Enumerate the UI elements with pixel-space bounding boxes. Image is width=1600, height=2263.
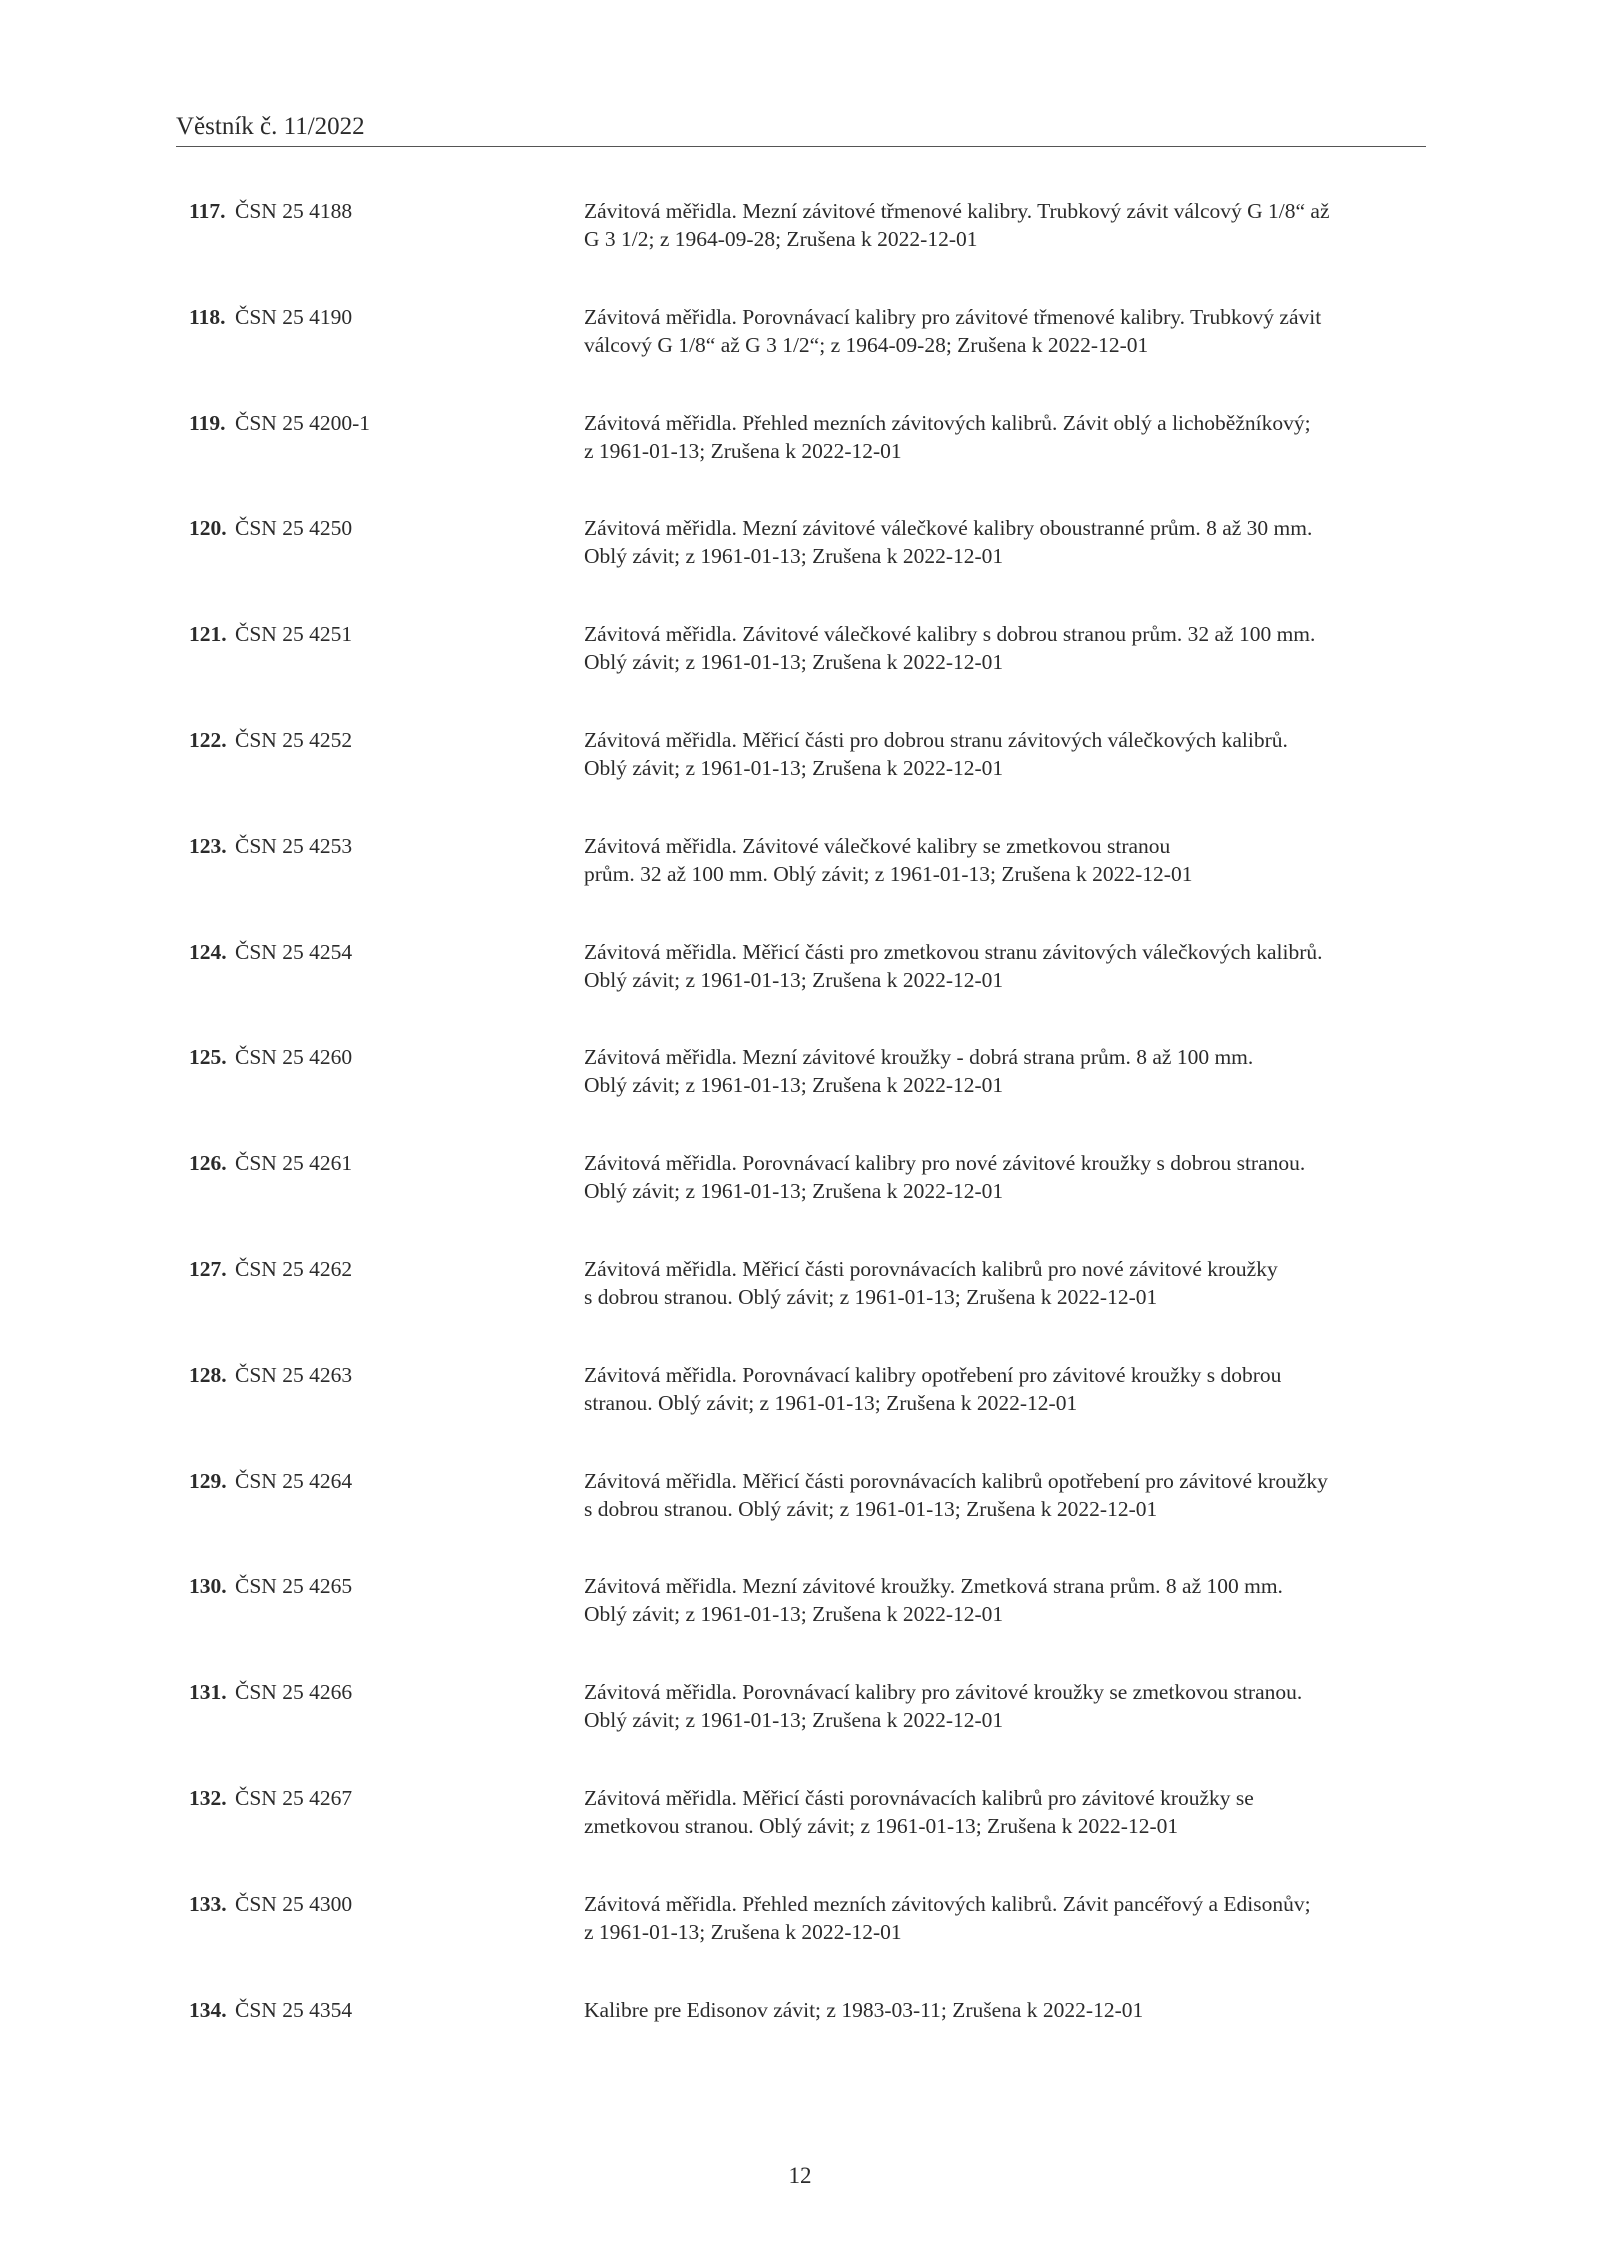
list-item xyxy=(0,409,1600,479)
description-line: Oblý závit; z 1961-01-13; Zrušena k 2022-12-01 xyxy=(584,1179,1004,1204)
description-line: Závitová měřidla. Měřicí části pro dobrou stranu závitových válečkových kalibrů. xyxy=(584,728,1288,752)
description-line: válcový G 1/8“ až G 3 1/2“; z 1964-09-28; Zrušena k 2022-12-01 xyxy=(584,332,1149,357)
list-item xyxy=(0,832,1600,902)
description-line: Závitová měřidla. Přehled mezních závitových kalibrů. Závit pancéřový a Edisonův; xyxy=(584,1891,1311,1916)
standard-code: ČSN 25 4250 xyxy=(235,516,353,541)
standard-description xyxy=(584,938,1444,994)
standard-code: ČSN 25 4252 xyxy=(235,728,353,752)
list-item xyxy=(0,1572,1600,1642)
description-line: prům. 32 až 100 mm. Oblý závit; z 1961-01-13; Zrušena k 2022-12-01 xyxy=(584,861,1193,886)
standard-description xyxy=(584,726,1444,782)
standard-description xyxy=(584,1572,1444,1628)
bulletin-title: Věstník č. 11/2022 xyxy=(176,113,365,140)
entry-number: 130. xyxy=(189,1574,227,1599)
description-line: Závitová měřidla. Porovnávací kalibry pro nové závitové kroužky s dobrou stranou. xyxy=(584,1151,1306,1176)
standard-description xyxy=(584,1996,1444,2024)
list-item xyxy=(0,726,1600,796)
description-line: Závitová měřidla. Mezní závitové kroužky. Zmetková strana prům. 8 až 100 mm. xyxy=(584,1574,1283,1599)
standard-description xyxy=(584,1890,1444,1946)
description-line: s dobrou stranou. Oblý závit; z 1961-01-13; Zrušena k 2022-12-01 xyxy=(584,1285,1158,1309)
description-line: Závitová měřidla. Mezní závitové válečkové kalibry oboustranné prům. 8 až 30 mm. xyxy=(584,516,1313,541)
list-item xyxy=(0,1043,1600,1113)
list-item xyxy=(0,1361,1600,1431)
standard-description xyxy=(584,1361,1444,1417)
description-line: Závitová měřidla. Porovnávací kalibry pro závitové kroužky se zmetkovou stranou. xyxy=(584,1680,1303,1705)
description-line: Závitová měřidla. Závitové válečkové kalibry s dobrou stranou prům. 32 až 100 mm. xyxy=(584,622,1316,647)
standard-code: ČSN 25 4261 xyxy=(235,1151,353,1176)
description-line: Závitová měřidla. Mezní závitové třmenové kalibry. Trubkový závit válcový G 1/8“ až xyxy=(584,199,1330,223)
standard-code: ČSN 25 4251 xyxy=(235,622,353,647)
description-line: Oblý závit; z 1961-01-13; Zrušena k 2022-12-01 xyxy=(584,544,1004,569)
entry-number: 120. xyxy=(189,516,227,541)
list-item xyxy=(0,514,1600,584)
standard-description xyxy=(584,1467,1444,1523)
standard-code: ČSN 25 4200-1 xyxy=(235,410,370,435)
standard-code: ČSN 25 4265 xyxy=(235,1574,353,1599)
description-line: Závitová měřidla. Měřicí části pro zmetkovou stranu závitových válečkových kalibrů. xyxy=(584,939,1323,964)
standard-description xyxy=(584,1678,1444,1734)
standard-description xyxy=(584,620,1444,676)
standard-code: ČSN 25 4264 xyxy=(235,1468,353,1493)
description-line: Závitová měřidla. Závitové válečkové kalibry se zmetkovou stranou xyxy=(584,833,1171,858)
entry-number: 121. xyxy=(189,622,227,647)
list-item xyxy=(0,1678,1600,1748)
entry-number: 119. xyxy=(189,410,226,435)
standard-description xyxy=(584,514,1444,570)
entry-number: 131. xyxy=(189,1680,227,1705)
description-line: Oblý závit; z 1961-01-13; Zrušena k 2022-12-01 xyxy=(584,1602,1004,1627)
entry-number: 122. xyxy=(189,728,227,752)
page-number: 12 xyxy=(788,2163,812,2188)
standard-code: ČSN 25 4188 xyxy=(235,199,353,223)
entry-number: 133. xyxy=(189,1891,227,1916)
standard-description xyxy=(584,1149,1444,1205)
list-item xyxy=(0,197,1600,267)
standard-code: ČSN 25 4254 xyxy=(235,939,353,964)
description-line: G 3 1/2; z 1964-09-28; Zrušena k 2022-12-01 xyxy=(584,227,978,251)
description-line: Závitová měřidla. Porovnávací kalibry opotřebení pro závitové kroužky s dobrou xyxy=(584,1362,1282,1387)
standard-description xyxy=(584,1255,1444,1311)
standard-description xyxy=(584,1043,1444,1099)
description-line: Oblý závit; z 1961-01-13; Zrušena k 2022-12-01 xyxy=(584,1708,1004,1733)
list-item xyxy=(0,1255,1600,1325)
description-line: Oblý závit; z 1961-01-13; Zrušena k 2022-12-01 xyxy=(584,650,1004,675)
list-item xyxy=(0,303,1600,373)
standard-description xyxy=(584,303,1444,359)
entry-number: 124. xyxy=(189,939,227,964)
description-line: stranou. Oblý závit; z 1961-01-13; Zrušena k 2022-12-01 xyxy=(584,1390,1078,1415)
standard-code: ČSN 25 4300 xyxy=(235,1891,353,1916)
entry-number: 126. xyxy=(189,1151,227,1176)
entry-number: 123. xyxy=(189,833,227,858)
description-line: s dobrou stranou. Oblý závit; z 1961-01-13; Zrušena k 2022-12-01 xyxy=(584,1496,1158,1521)
standard-code: ČSN 25 4260 xyxy=(235,1045,353,1070)
entry-number: 129. xyxy=(189,1468,227,1493)
standard-description xyxy=(584,197,1444,253)
entry-number: 127. xyxy=(189,1257,227,1281)
standard-description xyxy=(584,832,1444,888)
entry-number: 128. xyxy=(189,1362,227,1387)
entry-number: 134. xyxy=(189,1997,227,2022)
standard-code: ČSN 25 4266 xyxy=(235,1680,353,1705)
list-item xyxy=(0,938,1600,1008)
standard-description xyxy=(584,409,1444,465)
list-item xyxy=(0,620,1600,690)
list-item xyxy=(0,1149,1600,1219)
list-item xyxy=(0,1784,1600,1854)
description-line: z 1961-01-13; Zrušena k 2022-12-01 xyxy=(584,438,902,463)
entry-number: 132. xyxy=(189,1786,227,1810)
description-line: zmetkovou stranou. Oblý závit; z 1961-01-13; Zrušena k 2022-12-01 xyxy=(584,1814,1179,1838)
standard-code: ČSN 25 4253 xyxy=(235,833,353,858)
standard-code: ČSN 25 4354 xyxy=(235,1997,353,2022)
description-line: Závitová měřidla. Měřicí části porovnávacích kalibrů opotřebení pro závitové kroužky xyxy=(584,1468,1328,1493)
description-line: Oblý závit; z 1961-01-13; Zrušena k 2022-12-01 xyxy=(584,967,1004,992)
entry-number: 117. xyxy=(189,199,226,223)
description-line: Závitová měřidla. Měřicí části porovnávacích kalibrů pro nové závitové kroužky xyxy=(584,1257,1278,1281)
description-line: Závitová měřidla. Měřicí části porovnávacích kalibrů pro závitové kroužky se xyxy=(584,1786,1254,1810)
description-line: Kalibre pre Edisonov závit; z 1983-03-11; Zrušena k 2022-12-01 xyxy=(584,1997,1144,2022)
standard-code: ČSN 25 4190 xyxy=(235,304,353,329)
description-line: Oblý závit; z 1961-01-13; Zrušena k 2022-12-01 xyxy=(584,756,1004,780)
list-item xyxy=(0,1996,1600,2066)
description-line: Závitová měřidla. Mezní závitové kroužky - dobrá strana prům. 8 až 100 mm. xyxy=(584,1045,1254,1070)
description-line: z 1961-01-13; Zrušena k 2022-12-01 xyxy=(584,1919,902,1944)
description-line: Oblý závit; z 1961-01-13; Zrušena k 2022-12-01 xyxy=(584,1073,1004,1098)
entry-number: 118. xyxy=(189,304,226,329)
standard-description xyxy=(584,1784,1444,1840)
entry-number: 125. xyxy=(189,1045,227,1070)
standard-code: ČSN 25 4262 xyxy=(235,1257,353,1281)
list-item xyxy=(0,1467,1600,1537)
list-item xyxy=(0,1890,1600,1960)
standard-code: ČSN 25 4263 xyxy=(235,1362,353,1387)
page-header xyxy=(176,112,1426,147)
standard-code: ČSN 25 4267 xyxy=(235,1786,353,1810)
description-line: Závitová měřidla. Přehled mezních závitových kalibrů. Závit oblý a lichoběžníkový; xyxy=(584,410,1311,435)
description-line: Závitová měřidla. Porovnávací kalibry pro závitové třmenové kalibry. Trubkový závit xyxy=(584,304,1322,329)
